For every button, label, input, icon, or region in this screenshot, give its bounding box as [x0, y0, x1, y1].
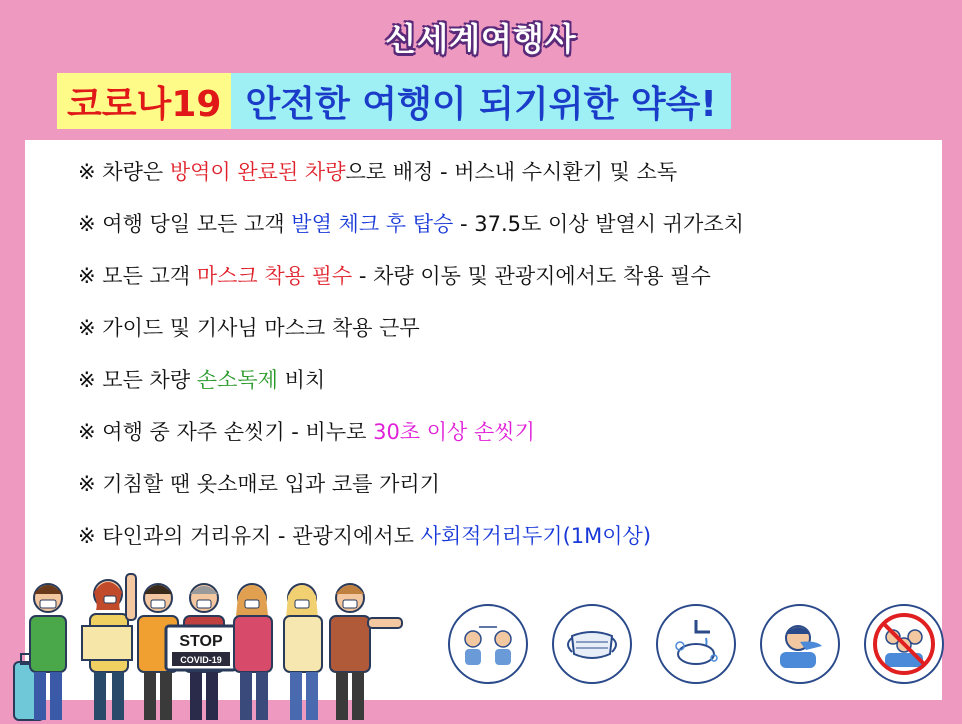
prevention-icons [448, 604, 944, 684]
rule-item [78, 254, 744, 306]
rule-text: 가이드 및 기사님 마스크 착용 근무 [102, 316, 420, 340]
title-banner [57, 73, 731, 129]
rule-text: 여행 당일 모든 고객 [102, 212, 292, 236]
rule-highlight: 마스크 착용 필수 [196, 264, 353, 288]
reference-mark: ※ [78, 264, 96, 288]
rule-highlight: 30초 이상 손씻기 [373, 420, 535, 444]
traveler-figure [14, 584, 66, 720]
distance-keeping-icon [448, 604, 528, 684]
banner-safety-promise: 안전한 여행이 되기위한 약속! [231, 73, 730, 129]
reference-mark: ※ [78, 212, 96, 236]
rule-highlight: 발열 체크 후 탑승 [291, 212, 454, 236]
banner-covid19: 코로나19 [57, 73, 231, 129]
rule-item [78, 202, 744, 254]
rule-list [78, 150, 744, 566]
rule-text: 차량은 [102, 160, 170, 184]
reference-mark: ※ [78, 472, 96, 496]
hand-washing-icon [656, 604, 736, 684]
travelers-illustration [8, 564, 418, 724]
rule-item [78, 150, 744, 202]
stop-sign [166, 626, 236, 670]
rule-text: 타인과의 거리유지 - 관광지에서도 [102, 524, 421, 548]
reference-mark: ※ [78, 524, 96, 548]
rule-item [78, 306, 744, 358]
rule-item [78, 358, 744, 410]
rule-text-tail: 으로 배정 - 버스내 수시환기 및 소독 [345, 160, 678, 184]
rule-text-tail: - 차량 이동 및 관광지에서도 착용 필수 [352, 264, 711, 288]
rule-highlight: 사회적거리두기(1M이상) [420, 524, 652, 548]
rule-item [78, 514, 744, 566]
rule-item [78, 462, 744, 514]
rule-text: 모든 차량 [102, 368, 197, 392]
covid-sign-text: COVID-19 [180, 655, 222, 665]
rule-highlight: 방역이 완료된 차량 [169, 160, 346, 184]
rule-item [78, 410, 744, 462]
stop-sign-text: STOP [179, 633, 223, 650]
traveler-figure [330, 584, 402, 720]
traveler-figure [284, 584, 322, 720]
rule-highlight: 손소독제 [196, 368, 278, 392]
cough-etiquette-icon [760, 604, 840, 684]
traveler-figure [82, 580, 132, 720]
rule-text: 모든 고객 [102, 264, 197, 288]
rule-text-tail: 비치 [277, 368, 326, 392]
no-gathering-icon [864, 604, 944, 684]
reference-mark: ※ [78, 316, 96, 340]
rule-text: 여행 중 자주 손씻기 - 비누로 [102, 420, 374, 444]
rule-text-tail: - 37.5도 이상 발열시 귀가조치 [453, 212, 744, 236]
company-name: 신세계여행사 [385, 20, 577, 58]
traveler-figure [234, 584, 272, 720]
reference-mark: ※ [78, 420, 96, 444]
reference-mark: ※ [78, 368, 96, 392]
rule-text: 기침할 땐 옷소매로 입과 코를 가리기 [102, 472, 440, 496]
reference-mark: ※ [78, 160, 96, 184]
face-mask-icon [552, 604, 632, 684]
